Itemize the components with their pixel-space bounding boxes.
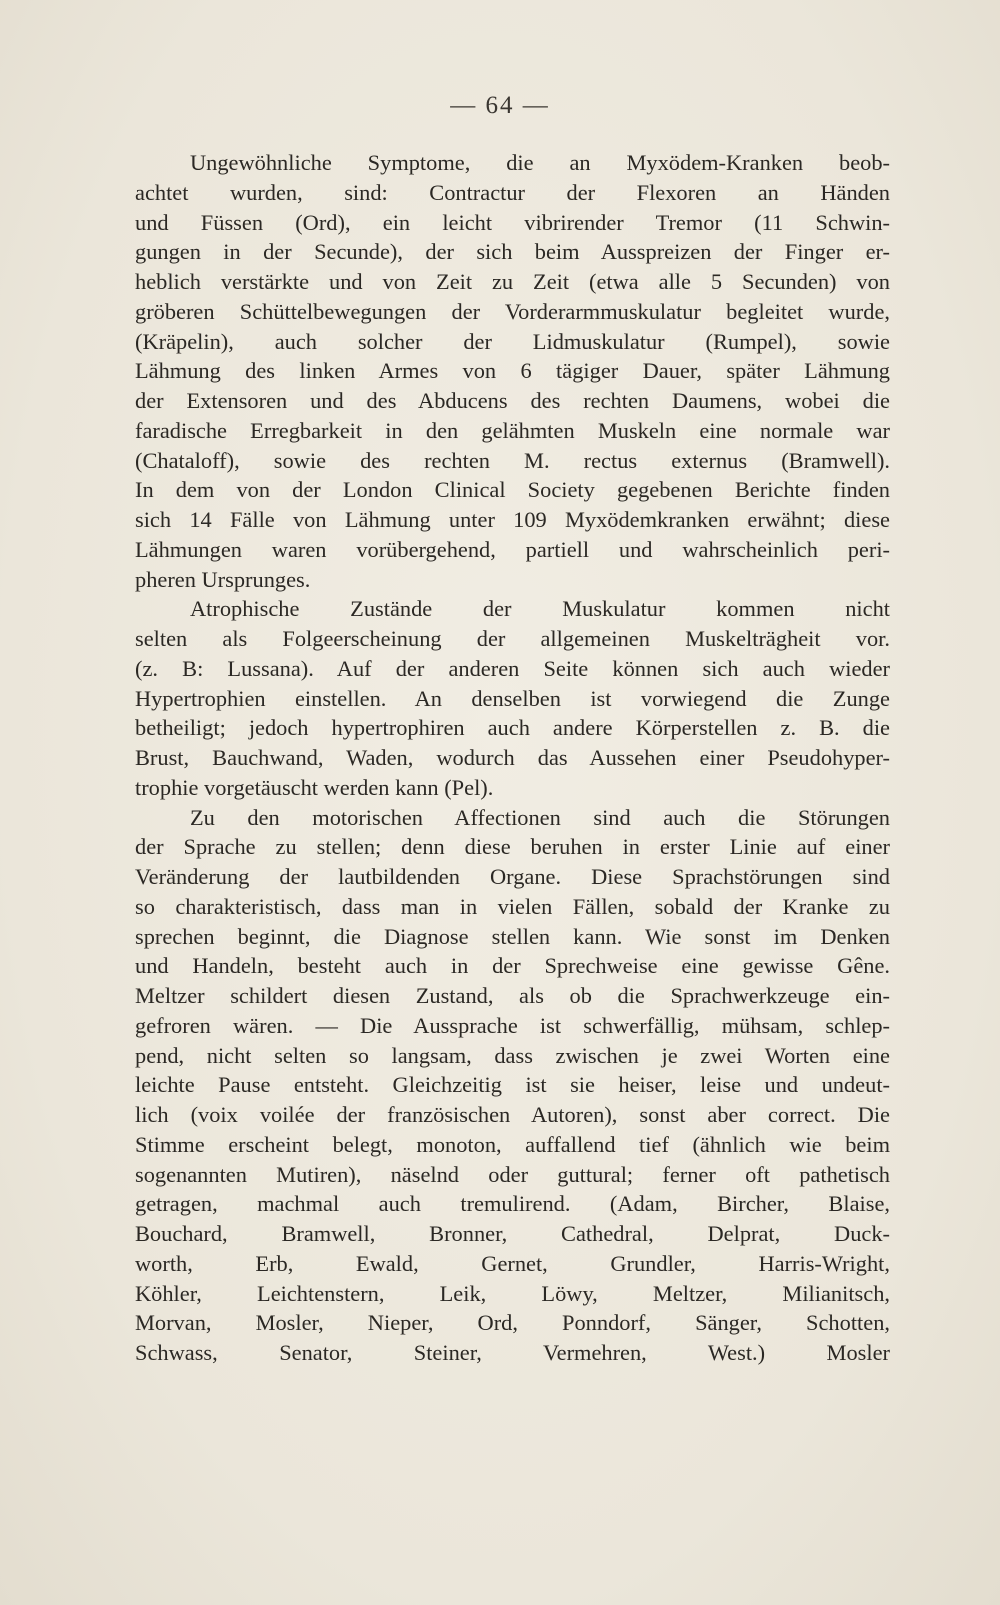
text-line: achtet wurden, sind: Contractur der Flexoren an Händen <box>135 179 890 205</box>
text-line: (Kräpelin), auch solcher der Lidmuskulatur (Rumpel), sowie <box>135 328 890 354</box>
text-line: gröberen Schüttelbewegungen der Vorderarmmuskulatur begleitet wurde, <box>135 298 890 324</box>
text-line: Schwass, Senator, Steiner, Vermehren, West.) Mosler <box>135 1340 890 1365</box>
text-line: (Chataloff), sowie des rechten M. rectus externus (Bramwell). <box>135 447 890 473</box>
text-line: sich 14 Fälle von Lähmung unter 109 Myxödemkranken erwähnt; diese <box>135 507 890 532</box>
text-line: getragen, machmal auch tremulirend. (Adam, Bircher, Blaise, <box>135 1191 890 1217</box>
text-line: heblich verstärkte und von Zeit zu Zeit (etwa alle 5 Secunden) von <box>135 269 890 294</box>
text-line: Lähmungen waren vorübergehend, partiell und wahrscheinlich peri- <box>135 536 890 562</box>
text-line: (z. B: Lussana). Auf der anderen Seite können sich auch wieder <box>135 655 890 681</box>
text-line: Köhler, Leichtenstern, Leik, Löwy, Meltzer, Milianitsch, <box>135 1280 890 1306</box>
text-line: Hypertrophien einstellen. An denselben ist vorwiegend die Zunge <box>135 685 890 711</box>
text-line: gefroren wären. — Die Aussprache ist schwerfällig, mühsam, schlep- <box>135 1012 890 1038</box>
text-line: Stimme erscheint belegt, monoton, auffallend tief (ähnlich wie beim <box>135 1131 890 1157</box>
text-line: faradische Erregbarkeit in den gelähmten Muskeln eine normale war <box>135 417 890 443</box>
text-line: Morvan, Mosler, Nieper, Ord, Ponndorf, Sänger, Schotten, <box>135 1310 890 1336</box>
text-line: so charakteristisch, dass man in vielen Fällen, sobald der Kranke zu <box>135 893 890 919</box>
text-line: Meltzer schildert diesen Zustand, als ob die Sprachwerkzeuge ein- <box>135 983 890 1008</box>
text-line: leichte Pause entsteht. Gleichzeitig ist sie heiser, leise und undeut- <box>135 1072 890 1098</box>
page-number: — 64 — <box>450 92 550 119</box>
text-line: betheiligt; jedoch hypertrophiren auch andere Körperstellen z. B. die <box>135 715 890 741</box>
text-line: Bouchard, Bramwell, Bronner, Cathedral, Delprat, Duck- <box>135 1221 890 1246</box>
text-line: Ungewöhnliche Symptome, die an Myxödem-Kranken beob- <box>190 150 890 175</box>
text-line: und Füssen (Ord), ein leicht vibrirender Tremor (11 Schwin- <box>135 209 890 235</box>
text-line: lich (voix voilée der französischen Autoren), sonst aber correct. Die <box>135 1102 890 1127</box>
text-line: trophie vorgetäuscht werden kann (Pel). <box>135 774 494 800</box>
text-line: In dem von der London Clinical Society gegebenen Berichte finden <box>135 477 890 503</box>
text-line: pheren Ursprunges. <box>135 566 311 592</box>
text-line: Veränderung der lautbildenden Organe. Diese Sprachstörungen sind <box>135 864 890 889</box>
text-line: sprechen beginnt, die Diagnose stellen kann. Wie sonst im Denken <box>135 923 890 949</box>
text-line: Lähmung des linken Armes von 6 tägiger Dauer, später Lähmung <box>135 358 890 384</box>
text-line: sogenannten Mutiren), näselnd oder guttural; ferner oft pathetisch <box>135 1161 890 1187</box>
text-line: der Sprache zu stellen; denn diese beruhen in erster Linie auf einer <box>135 834 890 860</box>
text-line: worth, Erb, Ewald, Gernet, Grundler, Harris-Wright, <box>135 1250 890 1276</box>
text-line: der Extensoren und des Abducens des rechten Daumens, wobei die <box>135 388 890 413</box>
text-line: pend, nicht selten so langsam, dass zwischen je zwei Worten eine <box>135 1042 890 1068</box>
text-line: Zu den motorischen Affectionen sind auch die Störungen <box>190 804 890 830</box>
text-line: Brust, Bauchwand, Waden, wodurch das Aussehen einer Pseudohyper- <box>135 745 890 770</box>
text-line: gungen in der Secunde), der sich beim Ausspreizen der Finger er- <box>135 239 890 265</box>
text-line: Atrophische Zustände der Muskulatur kommen nicht <box>190 596 890 622</box>
body-text <box>135 148 890 1368</box>
text-line: selten als Folgeerscheinung der allgemeinen Muskelträgheit vor. <box>135 626 890 651</box>
text-line: und Handeln, besteht auch in der Sprechweise eine gewisse Gêne. <box>135 953 890 979</box>
